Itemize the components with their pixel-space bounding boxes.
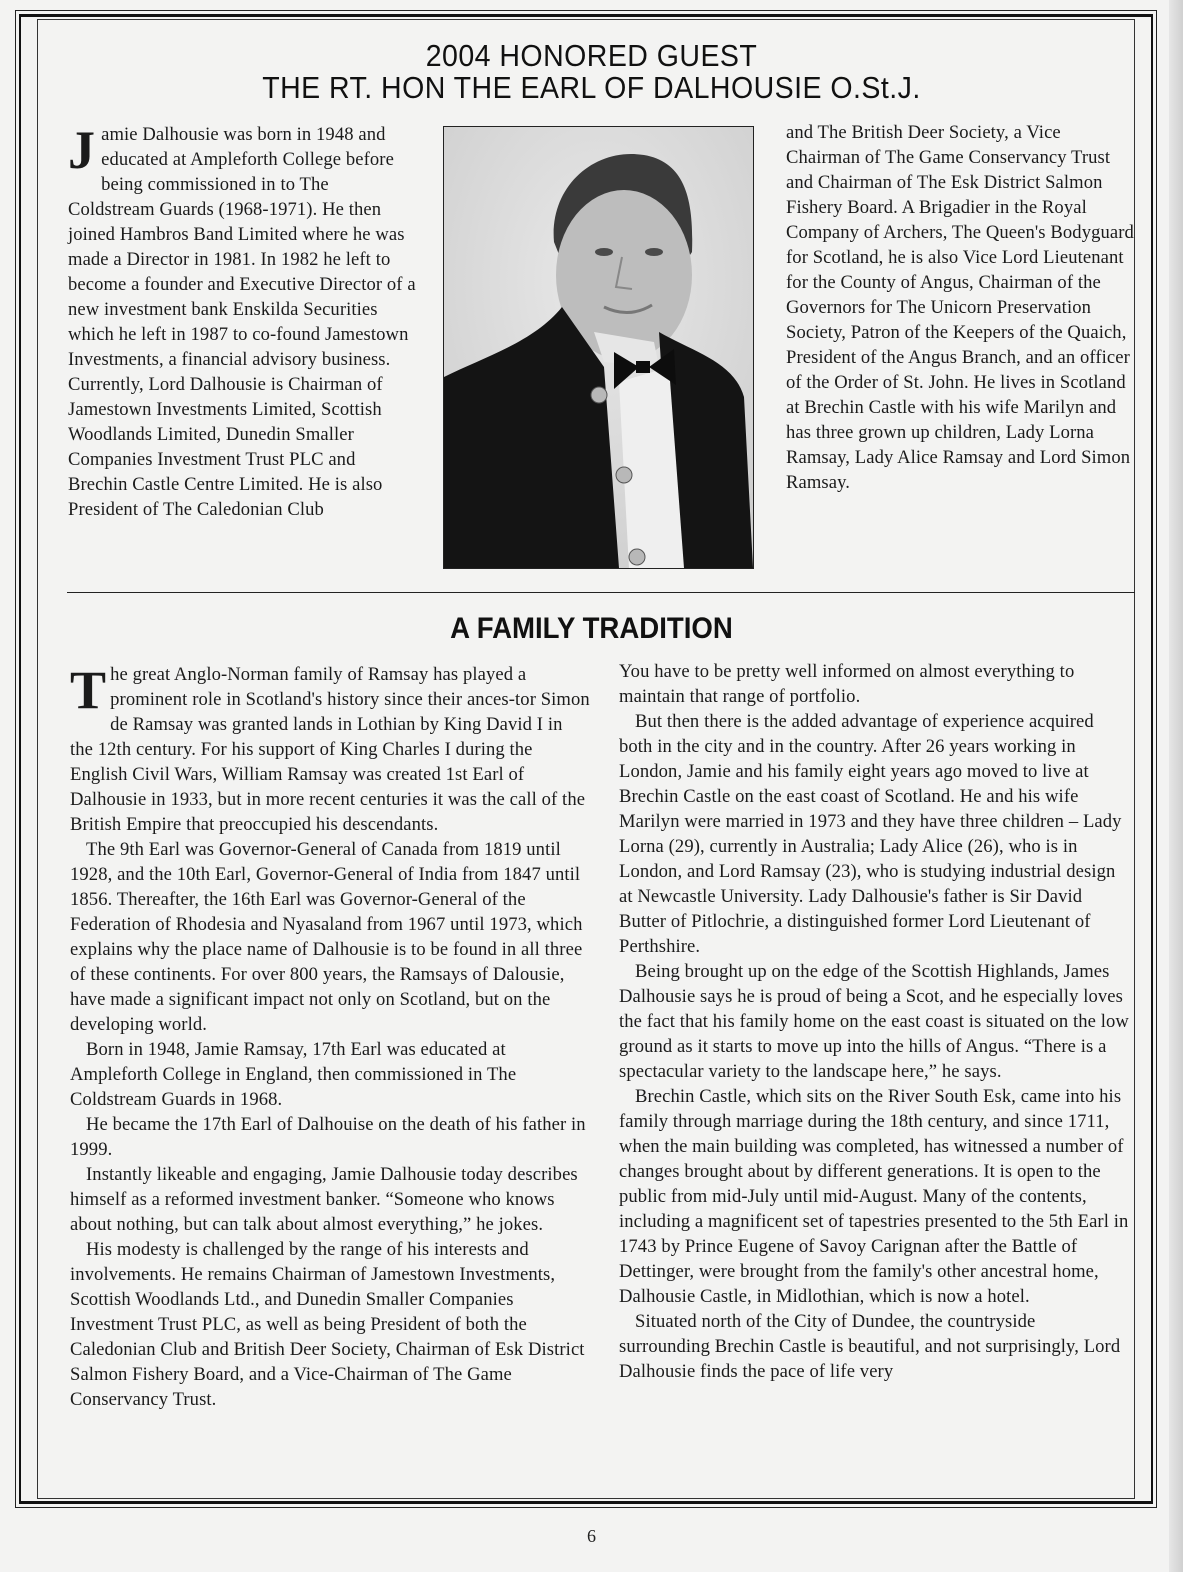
portrait-image	[444, 127, 753, 568]
article-paragraph: But then there is the added advantage of experience acquired both in the city and in the country. After 26 years working in London, Jamie and his family eight years ago moved to live at Brechin Castle on the east coast of Scotland. He and his wife Marilyn were married in 1973 and they have three children – Lady Lorna (29), currently in Australia; Lady Alice (26), who is in London, and Lord Ramsay (23), who is studying industrial design at Newcastle University. Lady Dalhousie's father is Sir David Butter of Pitlochrie, a distinguished former Lord Lieutenant of Perthshire.	[619, 711, 1122, 957]
bio-left-column	[68, 122, 418, 522]
bio-right-column	[786, 120, 1136, 495]
page-title: 2004 HONORED GUEST	[425, 38, 758, 73]
bio-paragraph-continued: and The British Deer Society, a Vice Chairman of The Game Conservancy Trust and Chairman of The Esk District Salmon Fishery Board. A Brigadier in the Royal Company of Archers, The Queen's Bodyguard for Scotland, he is also Vice Lord Lieutenant for the County of Angus, Chairman of the Governors for The Unicorn Preservation Society, Patron of the Keepers of the Quaich, President of the Angus Branch, and an officer of the Order of St. John. He lives in Scotland at Brechin Castle with his wife Marilyn and has three grown up children, Lady Lorna Ramsay, Lady Alice Ramsay and Lord Simon Ramsay.	[786, 122, 1134, 493]
section-title: A FAMILY TRADITION	[450, 612, 733, 645]
article-paragraph: The 9th Earl was Governor-General of Canada from 1819 until 1928, and the 10th Earl, Governor-General of India from 1847 until 1856. Thereafter, the 16th Earl was Governor-General of the Federation of Rhodesia and Nyasaland from 1967 until 1973, which explains why the place name of Dalhousie is to be found in all three of these continents. For over 800 years, the Ramsays of Dalousie, have made a significant impact not only on Scotland, but on the developing world.	[70, 839, 583, 1035]
article-paragraph: The great Anglo-Norman family of Ramsay has played a prominent role in Scotland's history since their ances-tor Simon de Ramsay was granted lands in Lothian by King David I in the 12th century. For his support of King Charles I during the English Civil Wars, William Ramsay was created 1st Earl of Dalhousie in 1933, but in more recent centuries it was the call of the British Empire that preoccupied his descendants.	[70, 660, 590, 835]
portrait-photo	[443, 126, 754, 569]
bio-paragraph: Jamie Dalhousie was born in 1948 and educated at Ampleforth College before being commissioned in to The Coldstream Guards (1968-1971). He then joined Hambros Band Limited where he was made a Director in 1981. In 1982 he left to become a founder and Executive Director of a new investment bank Enskilda Securities which he left in 1987 to co-found Jamestown Investments, a financial advisory business. Currently, Lord Dalhousie is Chairman of Jamestown Investments Limited, Scottish Woodlands Limited, Dunedin Smaller Companies Investment Trust PLC and Brechin Castle Centre Limited. He is also President of The Caledonian Club	[68, 120, 416, 520]
page-number: 6	[587, 1526, 596, 1546]
article-left-column	[70, 662, 590, 1412]
article-paragraph: Born in 1948, Jamie Ramsay, 17th Earl was educated at Ampleforth College in England, then commissioned in The Coldstream Guards in 1968.	[70, 1039, 517, 1110]
article-paragraph: His modesty is challenged by the range of his interests and involvements. He remains Chairman of Jamestown Investments, Scottish Woodlands Ltd., and Dunedin Smaller Companies Investment Trust PLC, as well as being President of both the Caledonian Club and British Deer Society, Chairman of Esk District Salmon Fishery Board, and a Vice-Chairman of The Game Conservancy Trust.	[70, 1239, 585, 1410]
page-subtitle: THE RT. HON THE EARL OF DALHOUSIE O.St.J.	[262, 70, 921, 105]
article-right-column	[619, 659, 1129, 1384]
article-paragraph: You have to be pretty well informed on almost everything to maintain that range of portfolio.	[619, 661, 1075, 707]
article-paragraph: Brechin Castle, which sits on the River South Esk, came into his family through marriage during the 18th century, and since 1711, when the main building was completed, has witnessed a number of changes brought about by different generations. It is open to the public from mid-July until mid-August. Many of the contents, including a magnificent set of tapestries presented to the 5th Earl in 1743 by Prince Eugene of Savoy Carignan after the Battle of Dettinger, were brought from the family's other ancestral home, Dalhousie Castle, in Midlothian, which is now a hotel.	[619, 1086, 1129, 1307]
drop-cap: T	[70, 660, 107, 720]
page-edge	[1169, 0, 1183, 1572]
article-paragraph: Situated north of the City of Dundee, the countryside surrounding Brechin Castle is beautiful, and not surprisingly, Lord Dalhousie finds the pace of life very	[619, 1311, 1121, 1382]
article-paragraph: He became the 17th Earl of Dalhouise on the death of his father in 1999.	[70, 1114, 586, 1160]
article-paragraph: Instantly likeable and engaging, Jamie Dalhousie today describes himself as a reformed investment banker. “Someone who knows about nothing, but can talk about almost everything,” he jokes.	[70, 1164, 578, 1235]
article-paragraph: Being brought up on the edge of the Scottish Highlands, James Dalhousie says he is proud of being a Scot, and he especially loves the fact that his family home on the east coast is situated on the low ground as it starts to move up into the hills of Angus. “There is a spectacular variety to the landscape here,” he says.	[619, 961, 1129, 1082]
drop-cap: J	[68, 120, 96, 180]
section-divider	[67, 592, 1135, 593]
